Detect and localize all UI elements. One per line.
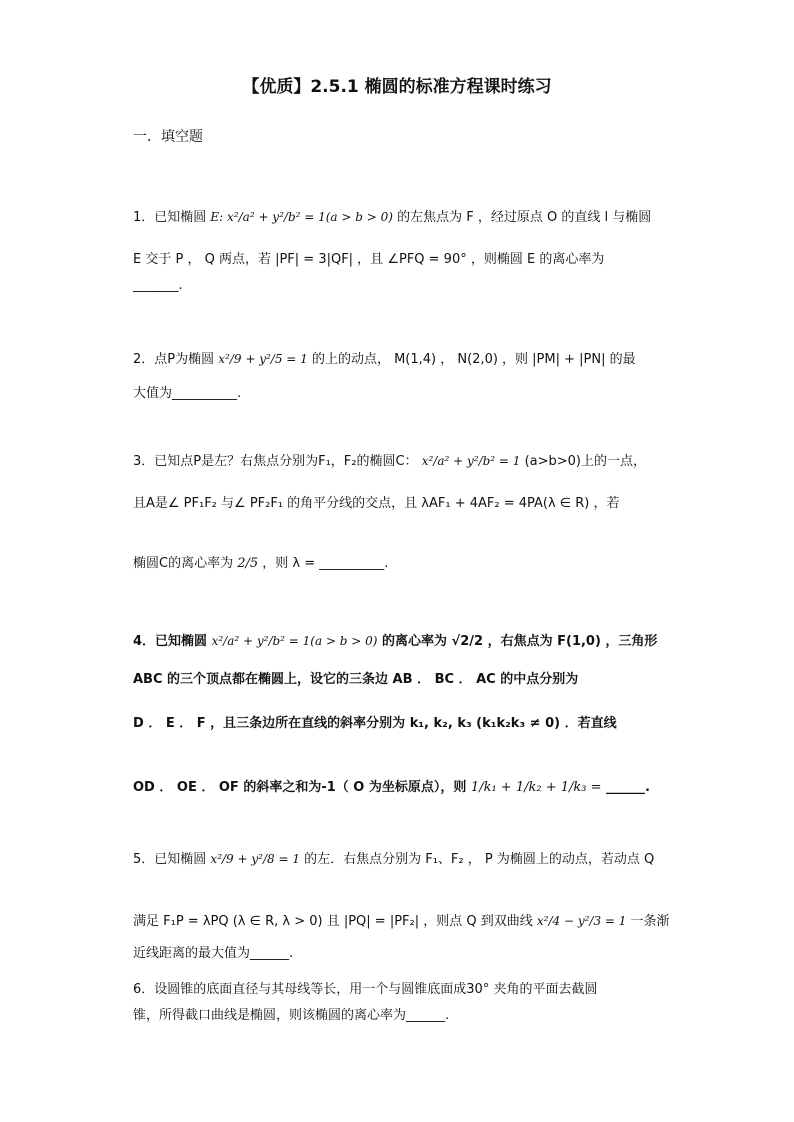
problem-4-suffix: 的离心率为 √2/2 ，右焦点为 F(1,0) ，三角形: [382, 634, 658, 649]
problem-2-ellipse-equation: x²/9 + y²/5 = 1: [218, 352, 308, 366]
problem-4-line-4: [133, 776, 650, 795]
problem-1-prefix: 1．已知椭圆: [133, 210, 207, 225]
problem-1-line-1: [133, 206, 651, 225]
problem-4-line-3: D ． E ． F ，且三条边所在直线的斜率分别为 k₁, k₂, k₃ (k₁k₂k₃ ≠ 0) ．若直线: [133, 716, 617, 731]
problem-5-suffix: 的左．右焦点分别为 F₁、F₂ ， P 为椭圆上的动点，若动点 Q: [304, 852, 655, 867]
problem-2-line-1: [133, 348, 636, 367]
problem-3-prefix: 3．已知点P是左？右焦点分别为F₁，F₂的椭圆C：: [133, 454, 418, 469]
problem-1-line-3: _______.: [133, 278, 183, 293]
problem-4-ellipse-equation: x²/a² + y²/b² = 1(a > b > 0): [211, 634, 378, 648]
problem-3-prefix-2: 椭圆C的离心率为: [133, 556, 234, 571]
problem-5-line-1: [133, 848, 654, 867]
problem-6-line-1: 6．设圆锥的底面直径与其母线等长，用一个与圆锥底面成30° 夹角的平面去截圆: [133, 982, 598, 997]
reciprocal-sum: 1/k₁ + 1/k₂ + 1/k₃ =: [470, 780, 602, 795]
problem-3-line-3: [133, 552, 388, 571]
problem-4-suffix-2: ______.: [606, 780, 650, 795]
problem-4-line-2: ABC 的三个顶点都在椭圆上，设它的三条边 AB ． BC ． AC 的中点分别为: [133, 672, 579, 687]
hyperbola-equation: x²/4 − y²/3 = 1: [536, 914, 627, 928]
page-title: 【优质】2.5.1 椭圆的标准方程课时练习: [242, 77, 552, 97]
problem-2-prefix: 2．点P为椭圆: [133, 352, 215, 367]
problem-1-line-2: E 交于 P ， Q 两点，若 |PF| = 3|QF| ，且 ∠PFQ = 90° ，则椭圆 E 的离心率为: [133, 252, 605, 267]
problem-2-line-2: 大值为__________.: [133, 386, 242, 401]
problem-6-line-2: 锥，所得截口曲线是椭圆，则该椭圆的离心率为______.: [133, 1008, 450, 1023]
eccentricity-fraction: 2/5: [237, 556, 259, 571]
problem-3-line-2: 且A是∠ PF₁F₂ 与∠ PF₂F₁ 的角平分线的交点，且 λAF₁ + 4AF₂ = 4PA(λ ∈ R) ，若: [133, 496, 620, 511]
problem-5-prefix: 5．已知椭圆: [133, 852, 207, 867]
problem-5-suffix-2: 一条渐: [630, 914, 670, 929]
problem-3-ellipse-equation: x²/a² + y²/b² = 1: [421, 454, 521, 468]
section-heading: 一．填空题: [133, 129, 203, 145]
problem-5-line-2: [133, 910, 670, 929]
problem-5-prefix-2: 满足 F₁P = λPQ (λ ∈ R, λ > 0) 且 |PQ| = |PF₂| ，则点 Q 到双曲线: [133, 914, 533, 929]
problem-2-suffix: 的上的动点， M(1,4) ， N(2,0) ，则 |PM| + |PN| 的最: [311, 352, 636, 367]
problem-3-line-1: [133, 450, 646, 469]
problem-3-suffix: (a>b>0)上的一点，: [524, 454, 646, 469]
problem-3-suffix-2: ，则 λ = __________.: [262, 556, 389, 571]
problem-1-ellipse-equation: E: x²/a² + y²/b² = 1(a > b > 0): [210, 210, 393, 224]
problem-1-suffix: 的左焦点为 F ，经过原点 O 的直线 l 与椭圆: [397, 210, 652, 225]
problem-5-line-3: 近线距离的最大值为______.: [133, 946, 294, 961]
problem-5-ellipse-equation: x²/9 + y²/8 = 1: [210, 852, 300, 866]
problem-4-line-1: [133, 630, 657, 649]
problem-4-prefix-2: OD ． OE ． OF 的斜率之和为-1（ O 为坐标原点），则: [133, 780, 467, 795]
problem-4-prefix: 4．已知椭圆: [133, 634, 208, 649]
